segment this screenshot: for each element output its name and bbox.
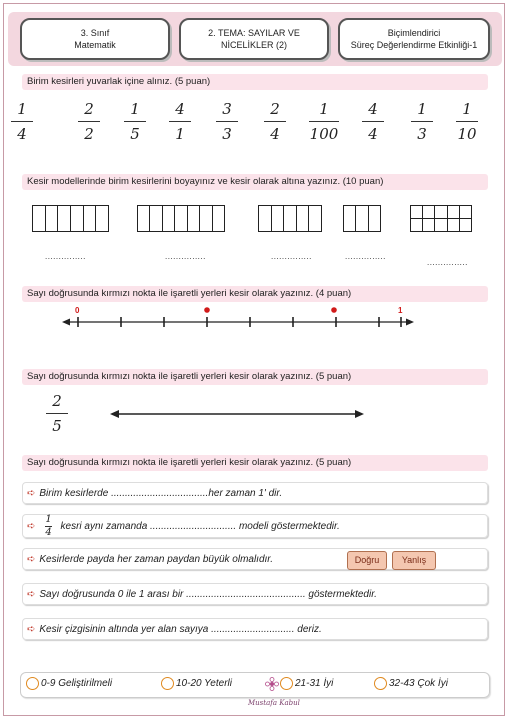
circle-icon[interactable]	[26, 677, 39, 690]
arrow-right-icon: ➪	[27, 554, 36, 565]
fraction-1[interactable]: 1 4	[11, 100, 33, 143]
red-dot-2	[331, 307, 337, 313]
q4-instruction: Sayı doğrusunda kırmızı nokta ile işaretli yerleri kesir olarak yazınız. (5 puan)	[22, 369, 488, 385]
answer-blank-3[interactable]: ...............	[271, 252, 312, 261]
fraction-model-2[interactable]	[137, 205, 225, 232]
true-button[interactable]: Doğru	[347, 551, 387, 570]
fraction-4[interactable]: 4 1	[169, 100, 191, 143]
header-class-box	[20, 18, 170, 60]
answer-blank-2[interactable]: ...............	[165, 252, 206, 261]
answer-blank-1[interactable]: ...............	[45, 252, 86, 261]
arrow-right-icon: ➪	[27, 589, 36, 600]
statement-5-text-b: deriz.	[294, 624, 322, 635]
header-theme-line1: 2. TEMA: SAYILAR VE	[208, 28, 300, 38]
fraction-10[interactable]: 1 10	[457, 100, 477, 143]
statement-1	[22, 482, 488, 504]
statement-4-blank[interactable]: ...........................................	[186, 589, 306, 600]
circle-icon[interactable]	[280, 677, 293, 690]
fraction-5[interactable]: 3 3	[216, 100, 238, 143]
q1-instruction: Birim kesirleri yuvarlak içine alınız. (5 puan)	[22, 74, 488, 90]
statement-2	[22, 514, 488, 538]
statement-3-text: Kesirlerde payda her zaman paydan büyük olmalıdır.	[39, 554, 274, 565]
statement-2-blank[interactable]: ...............................	[150, 521, 237, 533]
fraction-6[interactable]: 2 4	[264, 100, 286, 143]
statement-5	[22, 618, 488, 640]
arrow-right-icon: ➪	[27, 624, 36, 635]
statement-1-text-a: Birim kesirlerde	[39, 488, 112, 499]
statement-5-text-a: Kesir çizgisinin altında yer alan sayıya	[39, 624, 212, 635]
circle-icon[interactable]	[161, 677, 174, 690]
circle-icon[interactable]	[374, 677, 387, 690]
fraction-8[interactable]: 4 4	[362, 100, 384, 143]
header-theme-line2: NİCELİKLER (2)	[220, 40, 288, 50]
fraction-model-5[interactable]	[410, 205, 472, 232]
fraction-3[interactable]: 1 5	[124, 100, 146, 143]
legend-item-3: 21-31 İyi	[295, 678, 334, 689]
answer-blank-4[interactable]: ...............	[345, 252, 386, 261]
number-line-q4	[0, 404, 510, 424]
arrow-right-icon: ➪	[27, 488, 36, 499]
flower-logo-icon	[264, 676, 280, 692]
fraction-model-4[interactable]	[343, 205, 381, 232]
answer-blank-5[interactable]: ...............	[427, 258, 468, 267]
number-line-label-0: 0	[75, 306, 80, 315]
fraction-2[interactable]: 2 2	[78, 100, 100, 143]
header-class: 3. Sınıf	[80, 28, 110, 38]
legend-item-2: 10-20 Yeterli	[176, 678, 232, 689]
q3-instruction: Sayı doğrusunda kırmızı nokta ile işaretli yerleri kesir olarak yazınız. (4 puan)	[22, 286, 488, 302]
number-line-label-1: 1	[398, 306, 403, 315]
statement-2-text-a: kesri aynı zamanda	[57, 521, 151, 533]
legend-item-4: 32-43 Çok İyi	[389, 678, 448, 689]
statement-2-fraction: $\frac{1}{4}$	[45, 514, 52, 538]
red-dot-1	[204, 307, 210, 313]
arrow-right-icon: ➪	[27, 521, 36, 533]
header-subject: Matematik	[74, 40, 116, 50]
fraction-9[interactable]: 1 3	[411, 100, 433, 143]
statement-4	[22, 583, 488, 605]
q4-fraction: 2 5	[46, 392, 68, 435]
fraction-model-3[interactable]	[258, 205, 322, 232]
fraction-7[interactable]: 1 100	[309, 100, 339, 143]
statement-2-text-b: modeli göstermektedir.	[236, 521, 340, 533]
fraction-model-1[interactable]	[32, 205, 109, 232]
false-button[interactable]: Yanlış	[392, 551, 436, 570]
header-theme-box	[179, 18, 329, 60]
header-assessment-box	[338, 18, 490, 60]
statement-4-text-a: Sayı doğrusunda 0 ile 1 arası bir	[39, 589, 187, 600]
q2-instruction: Kesir modellerinde birim kesirlerini boyayınız ve kesir olarak altına yazınız. (10 puan)	[22, 174, 488, 190]
statement-1-blank[interactable]: ...................................	[111, 488, 209, 499]
q5-instruction: Sayı doğrusunda kırmızı nokta ile işaretli yerleri kesir olarak yazınız. (5 puan)	[22, 455, 488, 471]
statement-4-text-b: göstermektedir.	[305, 589, 377, 600]
header-assessment-line1: Biçimlendirici	[387, 28, 441, 38]
header-assessment-line2: Süreç Değerlendirme Etkinliği-1	[350, 40, 478, 50]
statement-1-text-b: her zaman 1' dir.	[208, 488, 283, 499]
legend-item-1: 0-9 Geliştirilmeli	[41, 678, 113, 689]
signature: Mustafa Kabul	[248, 699, 300, 707]
statement-5-blank[interactable]: ..............................	[211, 624, 295, 635]
